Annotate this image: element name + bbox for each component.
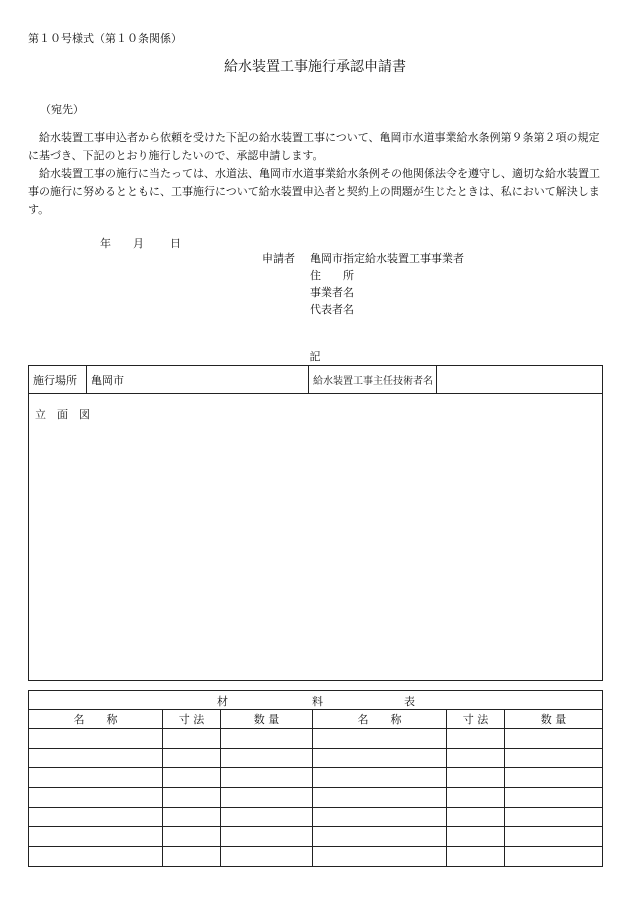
location-value: 亀岡市 [87,366,309,394]
material-cell [313,807,447,827]
material-cell [447,729,505,749]
materials-title-char: 表 [404,695,415,708]
material-cell [163,768,221,788]
material-cell [447,847,505,867]
material-cell [163,807,221,827]
page-title: 給水装置工事施行承認申請書 [224,59,406,75]
material-cell [221,827,313,847]
material-cell [221,729,313,749]
material-cell [29,827,163,847]
ki-heading: 記 [309,350,321,363]
table-row [29,748,603,768]
material-cell [29,807,163,827]
material-cell [313,768,447,788]
applicant-label: 申請者 [262,252,295,265]
materials-title-char: 材 [217,695,228,708]
material-cell [313,788,447,808]
material-cell [505,748,603,768]
material-cell [505,768,603,788]
elevation-label: 立 面 図 [35,408,90,421]
material-cell [221,748,313,768]
material-cell [447,807,505,827]
material-cell [163,729,221,749]
header-size: 寸 法 [163,710,221,729]
header-quantity: 数 量 [505,710,603,729]
materials-table [28,690,603,867]
table-row [29,788,603,808]
date-month-label: 月 [133,237,144,250]
material-cell [163,748,221,768]
material-cell [505,807,603,827]
header-name: 名 称 [313,710,447,729]
location-label: 施行場所 [29,366,87,394]
material-cell [313,748,447,768]
representative-label: 代表者名 [310,303,354,316]
table-row [29,807,603,827]
header-size: 寸 法 [447,710,505,729]
material-cell [221,788,313,808]
material-cell [447,788,505,808]
addressee: （宛先） [40,103,84,116]
material-cell [313,729,447,749]
materials-body [29,729,603,867]
material-cell [29,729,163,749]
date-year-label: 年 [100,237,111,250]
material-cell [221,847,313,867]
material-cell [163,827,221,847]
material-cell [313,827,447,847]
info-table [28,365,603,681]
table-row [29,827,603,847]
material-cell [505,788,603,808]
engineer-label: 給水装置工事主任技術者名 [309,366,437,394]
material-cell [447,827,505,847]
material-cell [29,768,163,788]
material-cell [447,748,505,768]
material-cell [163,847,221,867]
material-cell [29,748,163,768]
material-cell [221,768,313,788]
material-cell [313,847,447,867]
table-row [29,729,603,749]
material-cell [29,788,163,808]
materials-title-char: 料 [312,695,323,708]
applicant-designation: 亀岡市指定給水装置工事事業者 [310,252,464,265]
elevation-drawing-area [29,394,603,681]
table-row [29,847,603,867]
form-number: 第１０号様式（第１０条関係） [28,32,182,45]
materials-header-row [29,710,603,729]
material-cell [505,827,603,847]
material-cell [29,847,163,867]
paragraph-compliance: 給水装置工事の施行に当たっては、水道法、亀岡市水道事業給水条例その他関係法令を遵守し、適切な給水装置工事の施行に努めるとともに、工事施行について給水装置申込者と契約上の問題が生じたときは、私において解決します。 [28,167,600,216]
paragraph-application: 給水装置工事申込者から依頼を受けた下記の給水装置工事について、亀岡市水道事業給水条例第９条第２項の規定に基づき、下記のとおり施行したいので、承認申請します。 [28,131,600,162]
business-name-label: 事業者名 [310,286,354,299]
material-cell [505,847,603,867]
material-cell [221,807,313,827]
material-cell [447,768,505,788]
address-label: 住 所 [310,269,354,282]
material-cell [505,729,603,749]
date-day-label: 日 [170,237,181,250]
header-name: 名 称 [29,710,163,729]
material-cell [163,788,221,808]
header-quantity: 数 量 [221,710,313,729]
table-row [29,768,603,788]
materials-title-cell [29,691,603,710]
engineer-value [437,366,603,394]
